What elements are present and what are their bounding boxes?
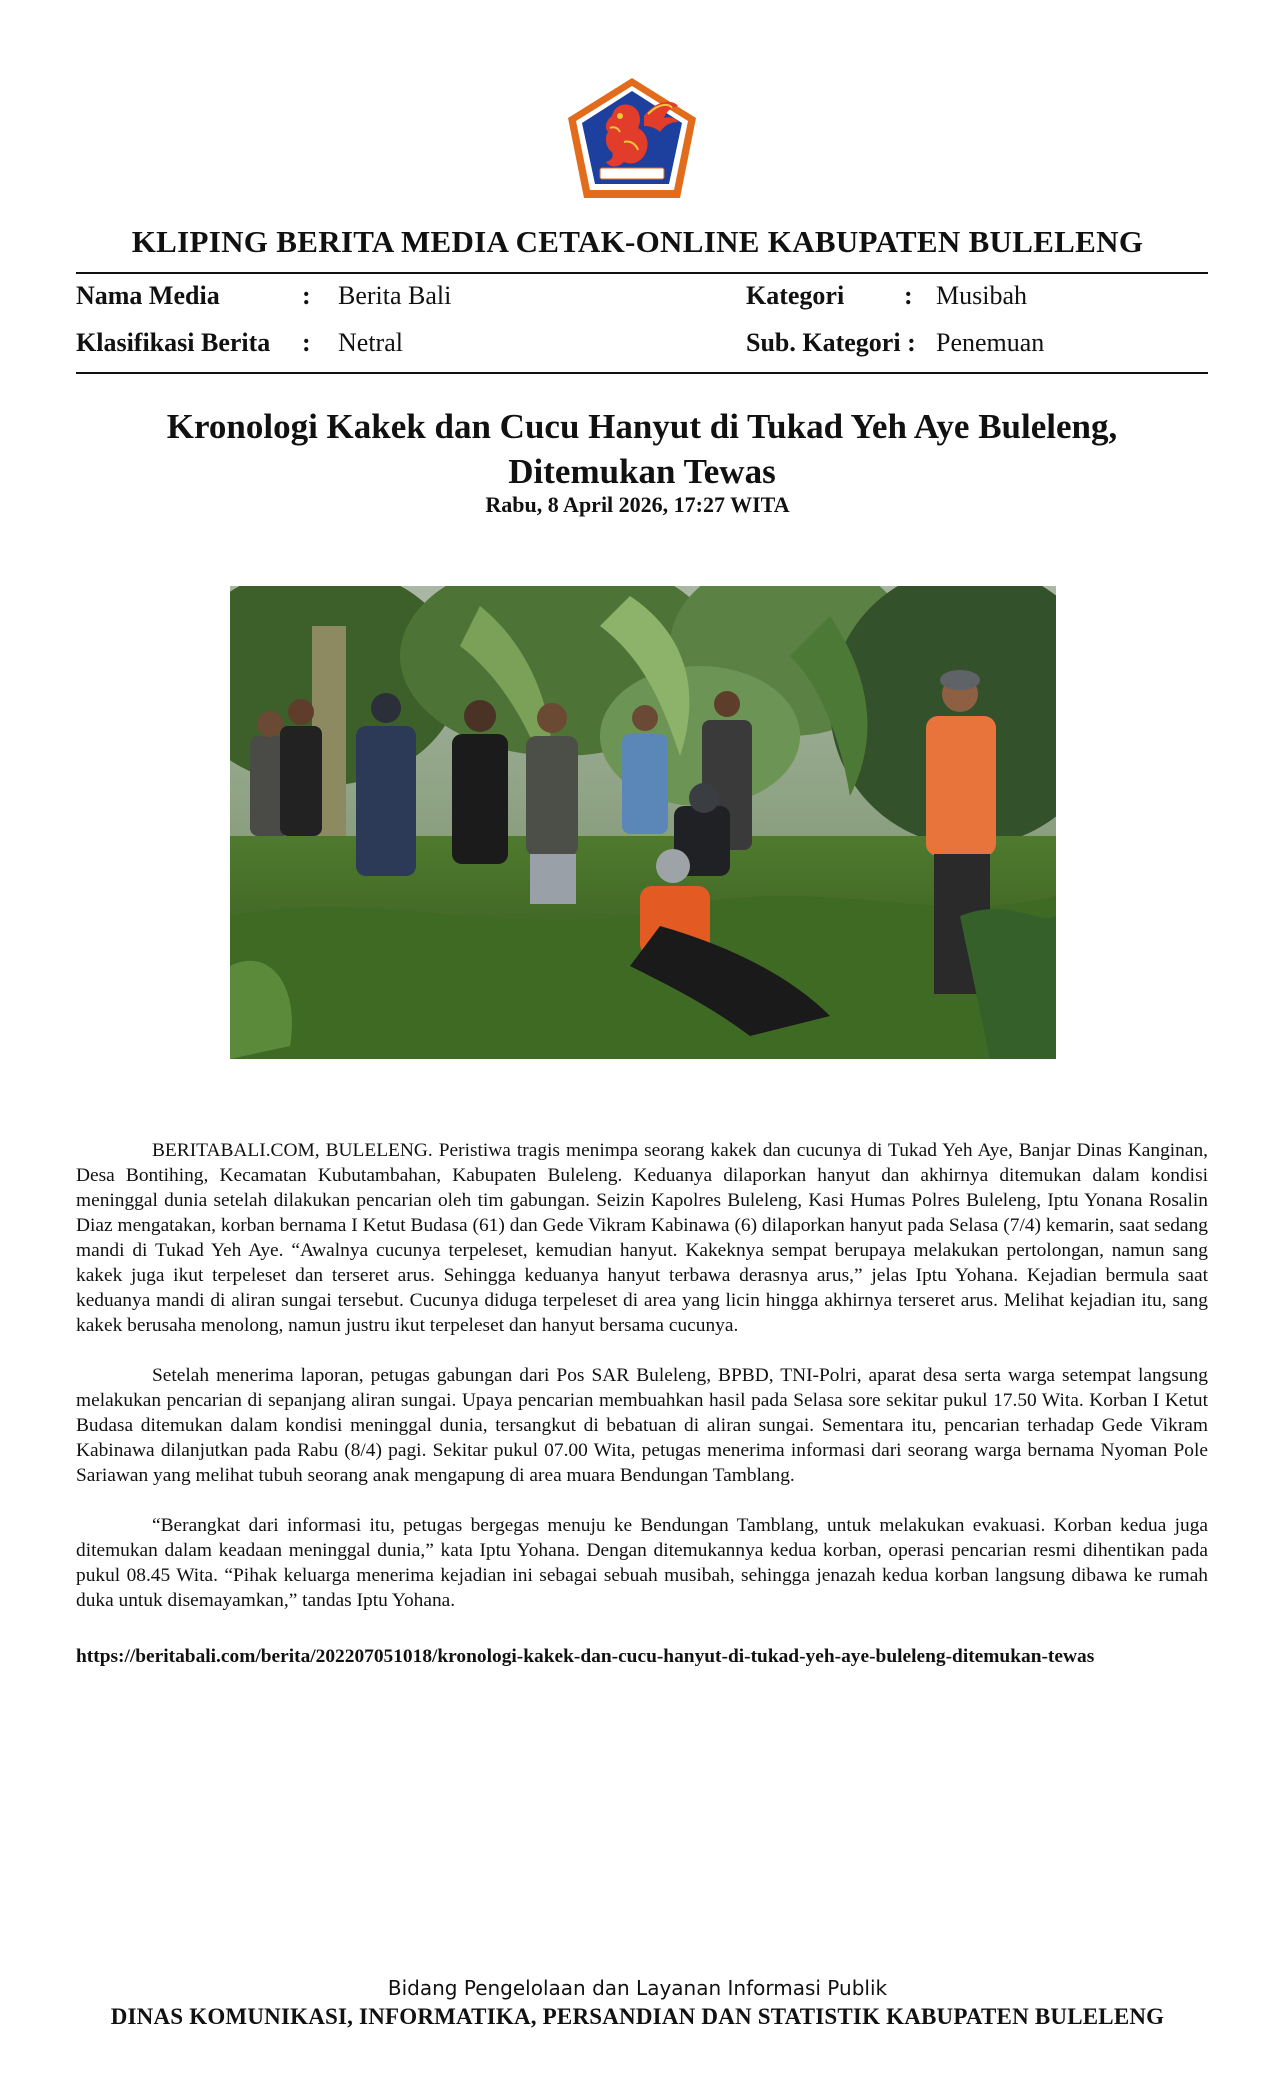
kategori-label: Kategori bbox=[746, 281, 845, 310]
article-dateline: Rabu, 8 April 2026, 17:27 WITA bbox=[485, 492, 790, 517]
article-headline bbox=[76, 404, 1208, 494]
footer-division: Bidang Pengelolaan dan Layanan Informasi Publik bbox=[387, 1976, 888, 2000]
article-paragraph-2: Setelah menerima laporan, petugas gabungan dari Pos SAR Buleleng, BPBD, TNI-Polri, aparat desa serta warga setempat langsung melakukan pencarian di sepanjang aliran sungai. Upaya pencarian membuahkan hasil pada Selasa sore sekitar pukul 17.50 Wita. Korban I Ketut Budasa ditemukan dalam kondisi meninggal dunia, tersangkut di bebatuan di aliran sungai. Sementara itu, pencarian terhadap Gede Vikram Kabinawa dilanjutkan pada Rabu (8/4) pagi. Sekitar pukul 07.00 Wita, petugas menerima informasi dari seorang warga bernama Nyoman Pole Sariawan yang melihat tubuh seorang anak mengapung di area muara Bendungan Tamblang. bbox=[76, 1365, 1208, 1486]
header-divider-bottom bbox=[76, 372, 1208, 374]
source-url-link[interactable]: https://beritabali.com/berita/202207051018/kronologi-kakek-dan-cucu-hanyut-di-tukad-yeh-aye-buleleng-ditemukan-tewas bbox=[76, 1646, 1095, 1667]
article-body bbox=[76, 1138, 1208, 1638]
news-photo bbox=[230, 586, 1056, 1059]
crest-emblem-icon bbox=[566, 76, 698, 200]
nama-media-label: Nama Media bbox=[76, 281, 220, 310]
meta-kategori bbox=[746, 281, 1206, 311]
header-divider-top bbox=[76, 272, 1208, 274]
nama-media-value: Berita Bali bbox=[338, 281, 452, 310]
footer-agency: DINAS KOMUNIKASI, INFORMATIKA, PERSANDIAN DAN STATISTIK KABUPATEN BULELENG bbox=[110, 2004, 1165, 2029]
meta-nama-media bbox=[76, 281, 676, 311]
search-rescue-scene-image bbox=[230, 586, 1056, 1059]
article-paragraph-1: BERITABALI.COM, BULELENG. Peristiwa tragis menimpa seorang kakek dan cucunya di Tukad Yeh Aye, Banjar Dinas Kanginan, Desa Bontihing, Kecamatan Kubutambahan, Kabupaten Buleleng. Keduanya dilaporkan hanyut dan akhirnya ditemukan dalam kondisi meninggal dunia setelah dilakukan pencarian oleh tim gabungan. Seizin Kapolres Buleleng, Kasi Humas Polres Buleleng, Iptu Yonana Rosalin Diaz mengatakan, korban bernama I Ketut Budasa (61) dan Gede Vikram Kabinawa (6) dilaporkan hanyut pada Selasa (7/4) kemarin, saat sedang mandi di Tukad Yeh Aye. “Awalnya cucunya terpeleset, kemudian hanyut. Kakeknya sempat berupaya melakukan pertolongan, namun sang kakek juga ikut terpeleset dan terseret arus. Sehingga keduanya hanyut terbawa derasnya arus,” jelas Iptu Yohana. Kejadian bermula saat keduanya mandi di aliran sungai tersebut. Cucunya diduga terpeleset di area yang licin hingga akhirnya terseret arus. Melihat kejadian itu, sang kakek berusaha menolong, namun justru ikut terpeleset dan hanyut bersama cucunya. bbox=[76, 1140, 1208, 1336]
kabupaten-buleleng-logo bbox=[566, 76, 698, 200]
klasifikasi-colon: : bbox=[302, 328, 311, 357]
kategori-colon: : bbox=[904, 281, 913, 310]
klasifikasi-label: Klasifikasi Berita bbox=[76, 328, 271, 357]
article-paragraph-3: “Berangkat dari informasi itu, petugas bergegas menuju ke Bendungan Tamblang, untuk melakukan evakuasi. Korban kedua juga ditemukan dalam keadaan meninggal dunia,” kata Iptu Yohana. Dengan ditemukannya kedua korban, operasi pencarian resmi dihentikan pada pukul 08.45 Wita. “Pihak keluarga menerima kejadian ini sebagai sebuah musibah, sehingga jenazah kedua korban langsung dibawa ke rumah duka untuk disemayamkan,” tandas Iptu Yohana. bbox=[76, 1515, 1208, 1611]
meta-sub-kategori bbox=[746, 328, 1206, 358]
kategori-value: Musibah bbox=[936, 281, 1027, 310]
headline-line-1: Kronologi Kakek dan Cucu Hanyut di Tukad Yeh Aye Buleleng, bbox=[166, 407, 1118, 446]
sub-kategori-value: Penemuan bbox=[936, 328, 1045, 357]
headline-line-2: Ditemukan Tewas bbox=[508, 452, 776, 491]
meta-klasifikasi bbox=[76, 328, 676, 358]
kliping-title: KLIPING BERITA MEDIA CETAK-ONLINE KABUPATEN BULELENG bbox=[131, 224, 1144, 259]
sub-kategori-label: Sub. Kategori : bbox=[746, 328, 916, 357]
klasifikasi-value: Netral bbox=[338, 328, 403, 357]
nama-media-colon: : bbox=[302, 281, 311, 310]
